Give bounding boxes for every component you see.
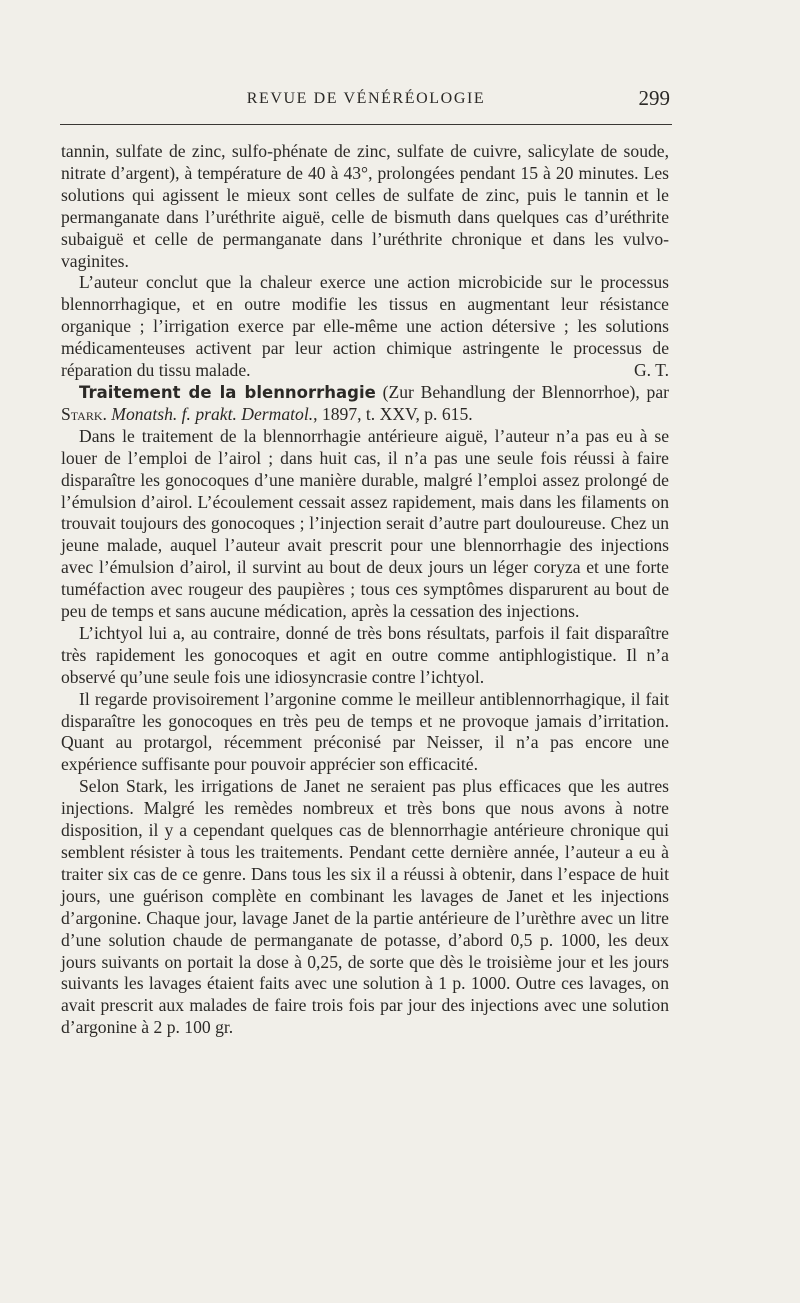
entry-paragraph-airol: Dans le traitement de la blennorrhagie antérieure aiguë, l’auteur n’a pas eu à se louer de l’emploi de l’airol ; dans huit cas, il n’a pas une seule fois réussi à faire disparaître les gonocoques d’une manière durable, malgré l’emploi assez prolongé de l’émulsion d’airol. L’écoulement cessait assez rapidement, mais dans les filaments on trouvait toujours des gonocoques ; l’injection serait d’autre part douloureuse. Chez un jeune malade, auquel l’auteur avait prescrit pour une blennorrhagie des injections avec l’émulsion d’airol, il survint au bout de deux jours un léger coryza et une forte tuméfaction avec rougeur des paupières ; tous ces symptômes disparurent au bout de peu de temps et sans aucune médication, après la cessation des injections. [61,425,669,622]
paragraph-conclusion [61,272,669,382]
paragraph-conclusion-text: L’auteur conclut que la chaleur exerce une action microbicide sur le processus blennorrhagique, et en outre modifie les tissus en augmentant leur résistance organique ; l’irrigation exerce par elle-même une action détersive ; les solutions médicamenteuses activent par leur action chimique astringente le processus de réparation du tissu malade. [61,272,669,381]
paragraph-continued: tannin, sulfate de zinc, sulfo-phénate de zinc, sulfate de cuivre, salicylate de soude, nitrate d’argent), à température de 40 à 43°, prolongées pendant 15 à 20 minutes. Les solutions qui agissent le mieux sont celles de sulfate de zinc, puis le tannin et le permanganate dans l’uréthrite aiguë, celle de bismuth dans quelques cas d’uréthrite subaiguë et celle de permanganate dans l’uréthrite chronique et dans les vulvo-vaginites. [61,141,669,271]
article-body [61,141,669,1039]
running-title: REVUE DE VÉNÉRÉOLOGIE [246,90,486,107]
page-number: 299 [638,86,670,110]
entry-paragraph-argonine: Il regarde provisoirement l’argonine comme le meilleur antiblennorrhagique, il fait disparaître les gonocoques en très peu de temps et ne provoque jamais d’irritation. Quant au protargol, récemment préconisé par Neisser, il n’a pas encore une expérience suffisante pour pouvoir apprécier son efficacité. [61,688,669,775]
header-rule [60,124,672,125]
entry-author: Stark. [61,403,107,424]
entry-title: Traitement de la blennorrhagie [79,382,376,402]
entry-citation: , 1897, t. XXV, p. 615. [313,403,473,424]
entry-journal: Monatsh. f. prakt. Dermatol. [111,403,314,424]
review-entry-heading [61,382,669,426]
running-head [60,86,672,114]
author-initials: G. T. [633,360,669,381]
entry-paragraph-ichtyol: L’ichtyol lui a, au contraire, donné de très bons résultats, parfois il fait disparaître très rapidement les gonocoques et agit en outre comme antiphlogistique. Il n’a observé qu’une seule fois une idiosyncrasie contre l’ichtyol. [61,622,669,687]
entry-paragraph-janet: Selon Stark, les irrigations de Janet ne seraient pas plus efficaces que les autres injections. Malgré les remèdes nombreux et très bons que nous avons à notre disposition, il y a cependant quelques cas de blennorrhagie antérieure chronique qui semblent résister à tous les traitements. Pendant cette dernière année, l’auteur a eu à traiter six cas de ce genre. Dans tous les six il a réussi à obtenir, dans l’espace de huit jours, une guérison complète en combinant les lavages de Janet et les injections d’argonine. Chaque jour, lavage Janet de la partie antérieure de l’urèthre avec un litre d’une solution chaude de permanganate de potasse, d’abord 0,5 p. 1000, les deux jours suivants on portait la dose à 0,25, de sorte que dès le troisième jour et les jours suivants les lavages étaient faits avec une solution à 1 p. 1000. Outre ces lavages, on avait prescrit aux malades de faire trois fois par jour des injections avec une solution d’argonine à 2 p. 100 gr. [61,776,669,1038]
entry-original-title: (Zur Behandlung der Blennorrhoe), par [382,381,669,402]
